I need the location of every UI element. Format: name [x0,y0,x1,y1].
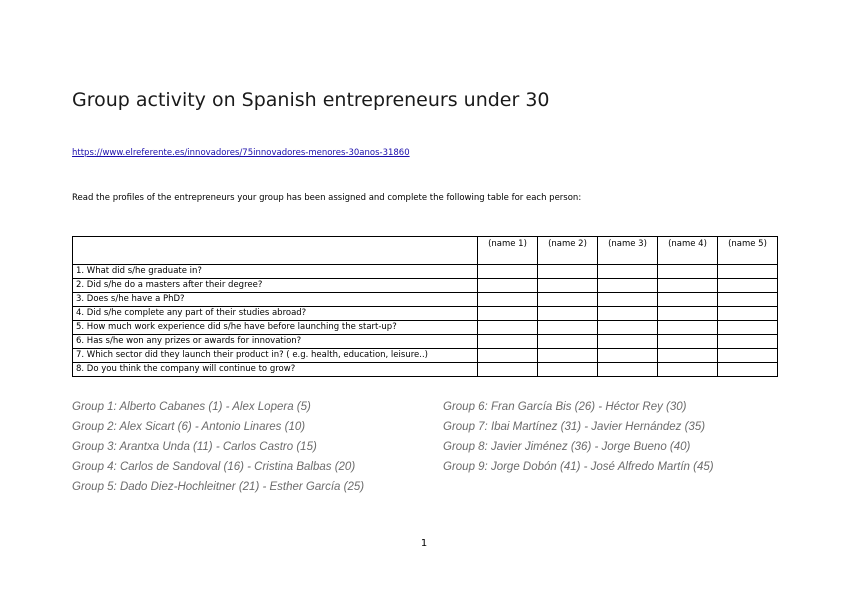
answer-cell[interactable] [718,307,778,321]
answer-cell[interactable] [598,265,658,279]
answer-cell[interactable] [658,321,718,335]
answer-cell[interactable] [658,349,718,363]
answer-cell[interactable] [598,335,658,349]
answer-cell[interactable] [598,363,658,377]
question-cell: 1. What did s/he graduate in? [73,265,478,279]
answer-cell[interactable] [598,307,658,321]
answer-cell[interactable] [658,307,718,321]
answer-cell[interactable] [478,265,538,279]
question-cell: 2. Did s/he do a masters after their degree? [73,279,478,293]
answer-cell[interactable] [538,265,598,279]
answer-cell[interactable] [538,335,598,349]
answer-cell[interactable] [598,349,658,363]
answer-cell[interactable] [658,293,718,307]
table-row [73,293,778,307]
answer-cell[interactable] [538,349,598,363]
answer-cell[interactable] [718,265,778,279]
header-name-4: (name 4) [658,237,718,265]
profile-table [72,236,778,377]
page-number: 1 [420,538,428,549]
answer-cell[interactable] [718,363,778,377]
answer-cell[interactable] [658,265,718,279]
group-item: Group 5: Dado Diez-Hochleitner (21) - Esther García (25) [72,481,365,493]
answer-cell[interactable] [478,321,538,335]
answer-cell[interactable] [478,335,538,349]
answer-cell[interactable] [658,335,718,349]
header-name-2: (name 2) [538,237,598,265]
table-row [73,349,778,363]
header-name-5: (name 5) [718,237,778,265]
answer-cell[interactable] [478,307,538,321]
group-item: Group 6: Fran García Bis (26) - Héctor Rey (30) [443,401,687,413]
answer-cell[interactable] [538,307,598,321]
answer-cell[interactable] [538,279,598,293]
instructions-text: Read the profiles of the entrepreneurs your group has been assigned and complete the following table for each person: [72,193,582,203]
group-item: Group 9: Jorge Dobón (41) - José Alfredo Martín (45) [443,461,714,473]
answer-cell[interactable] [718,335,778,349]
header-blank-cell [73,237,478,265]
groups-right-column [443,400,714,480]
group-item: Group 7: Ibai Martínez (31) - Javier Hernández (35) [443,421,706,433]
source-link[interactable]: https://www.elreferente.es/innovadores/75innovadores-menores-30anos-31860 [72,148,410,158]
answer-cell[interactable] [718,321,778,335]
answer-cell[interactable] [718,293,778,307]
table-row [73,265,778,279]
table-row [73,321,778,335]
header-name-1: (name 1) [478,237,538,265]
groups-left-column [72,400,364,500]
answer-cell[interactable] [658,363,718,377]
question-cell: 7. Which sector did they launch their product in? ( e.g. health, education, leisure..) [73,349,478,363]
answer-cell[interactable] [478,279,538,293]
table-row [73,363,778,377]
answer-cell[interactable] [598,293,658,307]
answer-cell[interactable] [478,293,538,307]
question-cell: 4. Did s/he complete any part of their studies abroad? [73,307,478,321]
table-header-row [73,237,778,265]
table-row [73,307,778,321]
answer-cell[interactable] [538,293,598,307]
table-row [73,335,778,349]
header-name-3: (name 3) [598,237,658,265]
answer-cell[interactable] [538,321,598,335]
group-item: Group 4: Carlos de Sandoval (16) - Cristina Balbas (20) [72,461,356,473]
answer-cell[interactable] [478,363,538,377]
group-item: Group 1: Alberto Cabanes (1) - Alex Lopera (5) [72,401,311,413]
group-item: Group 8: Javier Jiménez (36) - Jorge Bueno (40) [443,441,691,453]
answer-cell[interactable] [598,321,658,335]
group-item: Group 2: Alex Sicart (6) - Antonio Linares (10) [72,421,306,433]
answer-cell[interactable] [538,363,598,377]
answer-cell[interactable] [658,279,718,293]
question-cell: 3. Does s/he have a PhD? [73,293,478,307]
question-cell: 8. Do you think the company will continue to grow? [73,363,478,377]
answer-cell[interactable] [478,349,538,363]
answer-cell[interactable] [718,349,778,363]
question-cell: 5. How much work experience did s/he have before launching the start-up? [73,321,478,335]
question-cell: 6. Has s/he won any prizes or awards for innovation? [73,335,478,349]
table-row [73,279,778,293]
page-title: Group activity on Spanish entrepreneurs under 30 [72,89,550,111]
answer-cell[interactable] [598,279,658,293]
group-item: Group 3: Arantxa Unda (11) - Carlos Castro (15) [72,441,317,453]
answer-cell[interactable] [718,279,778,293]
